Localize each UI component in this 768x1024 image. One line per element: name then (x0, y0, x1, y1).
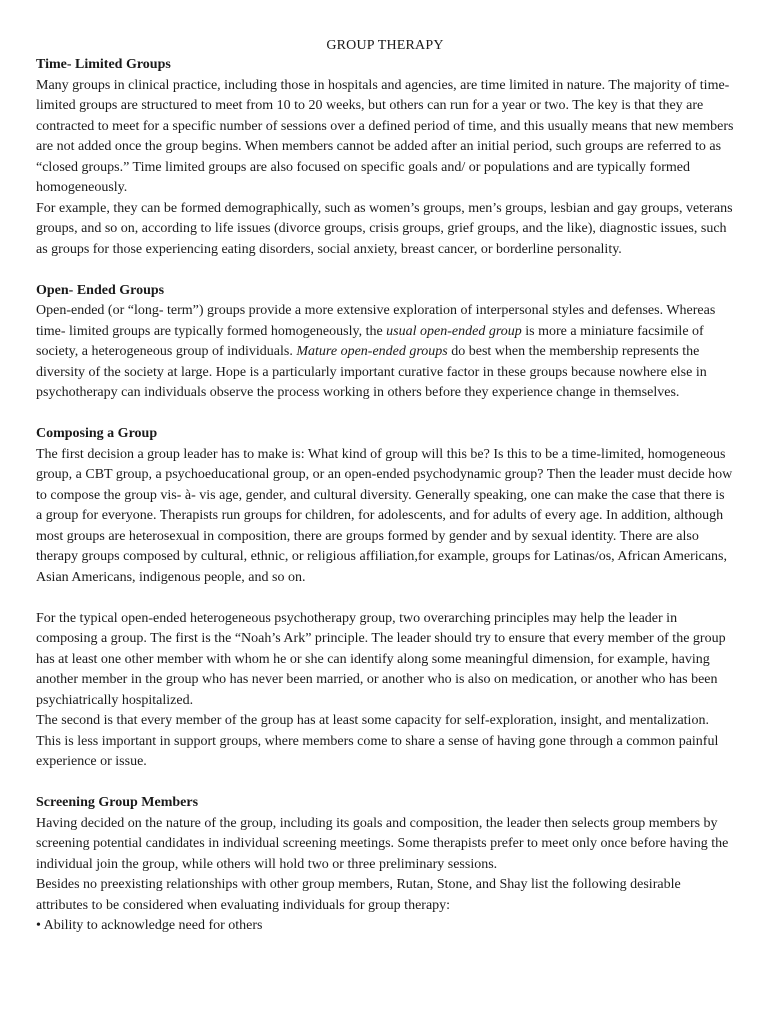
paragraph (36, 301, 734, 404)
document-title: GROUP THERAPY (326, 38, 444, 53)
paragraph: Besides no preexisting relationships with other group members, Rutan, Stone, and Shay list the following desirable attributes to be considered when evaluating individuals for group therapy: (36, 877, 681, 913)
spacer (36, 260, 734, 281)
text-run: Open-ended (or “long- term”) groups provide a more extensive exploration of interpersonal styles and defenses. Whereas time- limited groups are typically formed homogeneously, the (36, 303, 716, 339)
paragraph: Many groups in clinical practice, including those in hospitals and agencies, are time limited in nature. The majority of time-limited groups are structured to meet from 10 to 20 weeks, but others can run for a year or two. The key is that they are contracted to meet for a specific number of sessions over a defined period of time, and this usually means that new members are not added once the group begins. When members cannot be added after an initial period, such groups are referred to as “closed groups.” Time limited groups are also focused on specific goals and/ or populations and are typically formed homogeneously. (36, 77, 734, 195)
emphasis-text: Mature open-ended groups (296, 344, 448, 359)
paragraph: The first decision a group leader has to make is: What kind of group will this be? Is this to be a time-limited, homogeneous group, a CBT group, a psychoeducational group, or an open-ended psychodynamic group? Then the leader must decide how to compose the group vis- à- vis age, gender, and cultural diversity. Generally speaking, one can make the case that there is a group for everyone. Therapists run groups for children, for adolescents, and for adults of every age. In addition, although most groups are heterosexual in composition, there are groups formed by gender and by sexual identity. There are also therapy groups composed by cultural, ethnic, or religious affiliation,for example, groups for Latinas/os, African Americans, Asian Americans, indigenous people, and so on. (36, 446, 733, 585)
spacer (36, 404, 734, 425)
spacer (36, 773, 734, 794)
text-run: is more a miniature facsimile of society, a heterogeneous group of individuals. (36, 323, 704, 359)
emphasis-text: usual open-ended group (386, 323, 522, 339)
paragraph: For the typical open-ended heterogeneous psychotherapy group, two overarching principles may help the leader in composing a group. The first is the “Noah’s Ark” principle. The leader should try to ensure that every member of the group has at least one other member with whom he or she can identify along some meaningful dimension, for example, having another member in the group who has never been married, or another who is also on medication, or another who has been psychiatrically hospitalized. (36, 610, 726, 708)
spacer (36, 588, 734, 609)
section-heading: Screening Group Members (36, 795, 199, 810)
section-heading: Time- Limited Groups (36, 57, 171, 72)
paragraph: For example, they can be formed demographically, such as women’s groups, men’s groups, lesbian and gay groups, veterans groups, and so on, according to life issues (divorce groups, crisis groups, grief groups, and the like), diagnostic issues, such as groups for those experiencing eating disorders, social anxiety, breast cancer, or borderline personality. (36, 200, 733, 257)
paragraph: The second is that every member of the group has at least some capacity for self-exploration, insight, and mentalization. This is less important in support groups, where members come to share a sense of having gone through a common painful experience or issue. (36, 713, 719, 769)
section-heading: Composing a Group (36, 426, 158, 441)
bullet-item: • Ability to acknowledge need for others (36, 918, 263, 933)
paragraph: Having decided on the nature of the group, including its goals and composition, the leader then selects group members by screening potential candidates in individual screening meetings. Some therapists prefer to meet only once before having the individual join the group, while others will hold two or three preliminary sessions. (36, 815, 729, 872)
text-run: do best when the membership represents the diversity of the society at large. Hope is a particularly important curative factor in these groups because nowhere else in psychotherapy can individuals observe the process working in others before they experience change in themselves. (36, 344, 707, 400)
section-heading: Open- Ended Groups (36, 282, 165, 298)
